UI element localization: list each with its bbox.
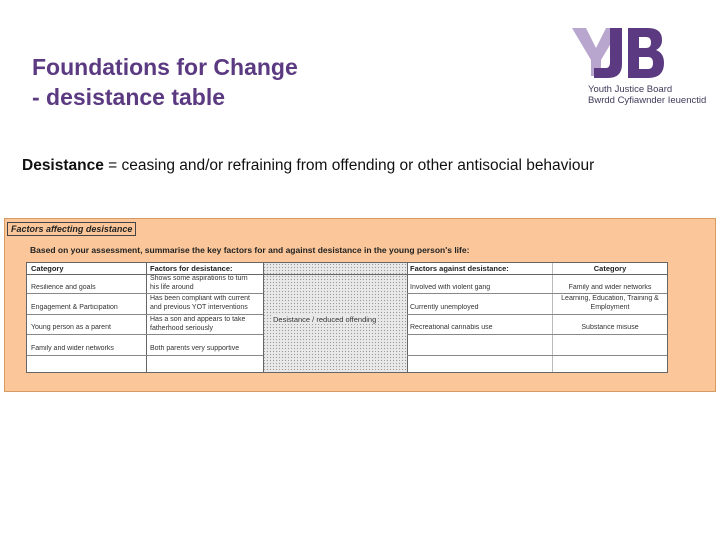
desistance-panel <box>4 218 716 392</box>
header-category-right: Category <box>593 265 627 273</box>
row-4-category: Family and wider networks <box>31 345 114 352</box>
panel-instruction: Based on your assessment, summarise the key factors for and against desistance in the young person's life: <box>30 245 470 255</box>
header-factors-against: Factors against desistance: <box>410 265 509 273</box>
row-3-against: Recreational cannabis use <box>410 324 493 331</box>
row-3-category: Young person as a parent <box>31 324 111 331</box>
row-4-for: Both parents very supportive <box>150 345 240 352</box>
logo-line-1: Youth Justice Board <box>588 84 673 95</box>
row-1-for: Shows some aspirations to turn his life around <box>150 275 248 291</box>
row-2-against: Currently unemployed <box>410 304 479 311</box>
slide-title-line-2: - desistance table <box>32 84 226 110</box>
row-3-for: Has a son and appears to take fatherhood seriously <box>150 316 246 332</box>
desistance-table <box>26 262 668 373</box>
yjb-logo-mark-icon <box>570 26 710 84</box>
row-1-against: Involved with violent gang <box>410 284 491 291</box>
desistance-middle-area <box>263 263 407 372</box>
logo-line-2: Bwrdd Cyfiawnder Ieuenctid <box>588 95 707 106</box>
row-2-category: Engagement & Participation <box>31 304 118 311</box>
row-2-for: Has been compliant with current and previous YOT interventions <box>150 295 250 311</box>
desistance-definition <box>22 157 594 175</box>
row-2-right-category: Learning, Education, Training & Employment <box>561 295 659 311</box>
row-1-right-category: Family and wider networks <box>568 284 652 291</box>
definition-text: = ceasing and/or refraining from offending or other antisocial behaviour <box>103 157 595 174</box>
header-category-left: Category <box>31 265 64 273</box>
middle-label: Desistance / reduced offending <box>273 315 377 324</box>
row-1-category: Resilience and goals <box>31 284 96 291</box>
slide-title <box>32 52 298 112</box>
yjb-logo <box>570 26 710 116</box>
slide-title-line-1: Foundations for Change <box>32 54 298 80</box>
row-3-right-category: Substance misuse <box>581 324 639 331</box>
definition-term: Desistance <box>22 157 104 174</box>
header-factors-for: Factors for desistance: <box>150 265 233 273</box>
panel-header: Factors affecting desistance <box>7 222 136 236</box>
